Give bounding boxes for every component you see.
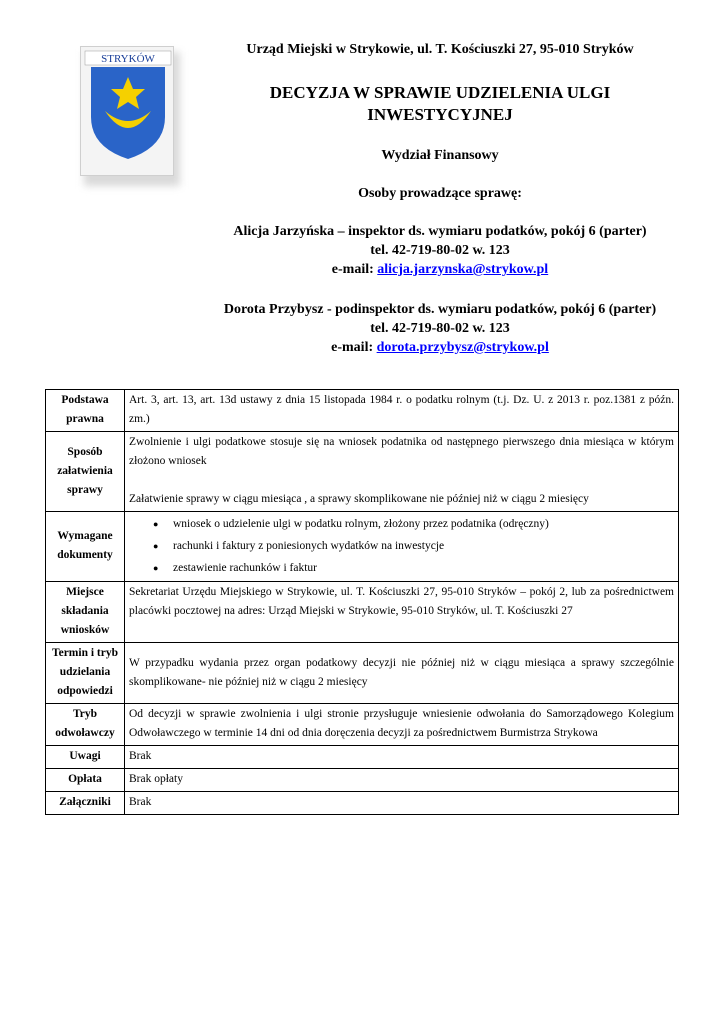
row-value — [125, 432, 679, 512]
list-item: ● rachunki i faktury z poniesionych wydatków na inwestycje — [153, 535, 674, 557]
row-value — [125, 512, 679, 582]
email-label: e-mail: — [331, 340, 377, 355]
table-row-termin — [46, 643, 679, 704]
documents-list — [129, 513, 674, 579]
info-table — [45, 389, 679, 815]
person-2-email-link[interactable]: dorota.przybysz@strykow.pl — [376, 340, 549, 355]
row-value: Sekretariat Urzędu Miejskiego w Strykowie, ul. T. Kościuszki 27, 95-010 Stryków – pokój 2, lub za pośrednictwem placówki pocztowej na adres: Urząd Miejski w Strykowie, 95-010 Stryków, ul. T. Kościuszki 27 — [125, 582, 679, 643]
coat-of-arms-icon — [81, 47, 175, 177]
page-title — [180, 82, 700, 126]
row-value: Od decyzji w sprawie zwolnienia i ulgi stronie przysługuje wniesienie odwołania do Samorządowego Kolegium Odwoławczego w terminie 14 dni od dnia doręczenia decyzji za pośrednictwem Burmistrza Strykowa — [125, 704, 679, 746]
coat-of-arms — [80, 46, 174, 176]
row-label: Termin i tryb udzielania odpowiedzi — [46, 643, 125, 704]
person-2-name: Dorota Przybysz - podinspektor ds. wymiaru podatków, pokój 6 (parter) — [223, 302, 657, 317]
table-row-dokumenty — [46, 512, 679, 582]
row-label: Uwagi — [46, 746, 125, 769]
table-row-oplata — [46, 769, 679, 792]
row-value: Brak opłaty — [125, 769, 679, 792]
row-label: Tryb odwoławczy — [46, 704, 125, 746]
email-label: e-mail: — [331, 262, 378, 277]
person-1-name: Alicja Jarzyńska – inspektor ds. wymiaru podatków, pokój 6 (parter) — [233, 224, 647, 239]
row-value: Brak — [125, 792, 679, 815]
row-label: Opłata — [46, 769, 125, 792]
list-item: ● wniosek o udzielenie ulgi w podatku rolnym, złożony przez podatnika (odręczny) — [153, 513, 674, 535]
office-address: Urząd Miejski w Strykowie, ul. T. Kościuszki 27, 95-010 Stryków — [246, 42, 634, 57]
row-label: Załączniki — [46, 792, 125, 815]
row-label: Miejsce składania wniosków — [46, 582, 125, 643]
row-label: Sposób załatwienia sprawy — [46, 432, 125, 512]
person-2-phone: tel. 42-719-80-02 w. 123 — [370, 321, 510, 336]
table-row-zalaczniki — [46, 792, 679, 815]
persons-label: Osoby prowadzące sprawę: — [358, 186, 522, 201]
row-value: Art. 3, art. 13, art. 13d ustawy z dnia 15 listopada 1984 r. o podatku rolnym (t.j. Dz. U. z 2013 r. poz.1381 z późn. zm.) — [125, 390, 679, 432]
row-value: W przypadku wydania przez organ podatkowy decyzji nie później niż w ciągu miesiąca a sprawy szczególnie skomplikowane- nie później niż w ciągu 2 miesięcy — [125, 643, 679, 704]
list-item: ● zestawienie rachunków i faktur — [153, 557, 674, 579]
table-row-podstawa — [46, 390, 679, 432]
person-2-email-row — [180, 340, 700, 356]
person-1-email-row — [180, 262, 700, 278]
person-1-email-link[interactable]: alicja.jarzynska@strykow.pl — [377, 262, 549, 277]
row-value: Brak — [125, 746, 679, 769]
row-label: Wymagane dokumenty — [46, 512, 125, 582]
person-1-phone: tel. 42-719-80-02 w. 123 — [370, 243, 510, 258]
table-row-uwagi — [46, 746, 679, 769]
sposob-text-1: Zwolnienie i ulgi podatkowe stosuje się na wniosek podatnika od następnego pierwszego dnia miesiąca w którym złożono wniosek — [129, 436, 674, 467]
row-label: Podstawa prawna — [46, 390, 125, 432]
table-row-sposob — [46, 432, 679, 512]
department: Wydział Finansowy — [381, 148, 499, 163]
sposob-text-2: Załatwienie sprawy w ciągu miesiąca , a sprawy skomplikowane nie później niż w ciągu 2 miesięcy — [129, 493, 589, 505]
title-line-2: INWESTYCYJNEJ — [367, 105, 513, 124]
crest-label: STRYKÓW — [101, 53, 155, 65]
title-line-1: DECYZJA W SPRAWIE UDZIELENIA ULGI — [269, 83, 611, 102]
table-row-miejsce — [46, 582, 679, 643]
table-row-tryb — [46, 704, 679, 746]
